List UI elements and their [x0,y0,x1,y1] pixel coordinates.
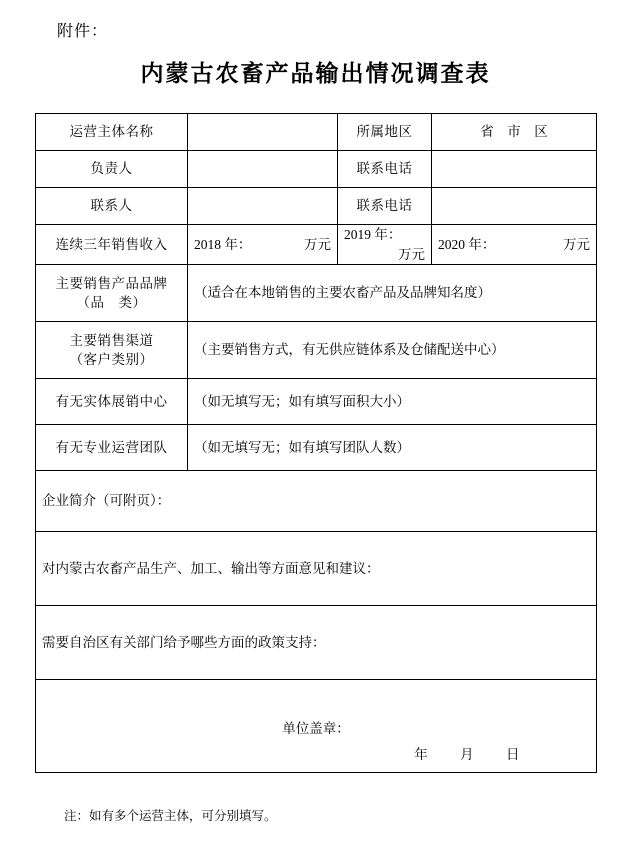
field-exhibition-center[interactable]: （如无填写无；如有填写面积大小） [188,379,597,425]
revenue-2020-unit: 万元 [563,236,590,252]
table-row [36,532,597,606]
label-sales-channels [36,322,188,379]
field-entity-name[interactable] [188,114,338,151]
table-row [36,322,597,379]
field-revenue-2020[interactable] [432,225,597,265]
revenue-2020-label: 2020 年： [438,236,496,252]
revenue-2019-label: 2019 年： [344,227,402,242]
field-contact-phone[interactable] [432,188,597,225]
label-sales-channels-line2: （客户类别） [69,352,154,368]
label-contact: 联系人 [36,188,188,225]
label-main-brands-line1: 主要销售产品品牌 [55,275,168,291]
table-row [36,265,597,322]
revenue-2018-unit: 万元 [304,236,331,252]
form-note: 注：如有多个运营主体，可分别填写。 [64,809,277,823]
table-row [36,471,597,532]
field-principal[interactable] [188,151,338,188]
survey-form-table [35,113,597,773]
field-operation-team[interactable]: （如无填写无；如有填写团队人数） [188,425,597,471]
revenue-2019-unit: 万元 [398,246,425,262]
label-exhibition-center: 有无实体展销中心 [36,379,188,425]
label-three-year-revenue: 连续三年销售收入 [36,225,188,265]
table-row [36,151,597,188]
date-line [400,745,534,765]
attachment-label: 附件： [57,23,109,40]
field-policy-support[interactable]: 需要自治区有关部门给予哪些方面的政策支持： [36,606,597,680]
field-revenue-2019[interactable] [338,225,432,265]
table-row [36,680,597,773]
label-main-brands [36,265,188,322]
field-contact[interactable] [188,188,338,225]
field-revenue-2018[interactable] [188,225,338,265]
seal-area[interactable] [36,680,597,773]
date-day-label: 日 [506,746,520,762]
field-region[interactable]: 省 市 区 [432,114,597,151]
field-principal-phone[interactable] [432,151,597,188]
label-main-brands-line2: （品 类） [76,295,147,311]
table-row [36,425,597,471]
field-main-brands[interactable]: （适合在本地销售的主要农畜产品及品牌知名度） [188,265,597,322]
table-row [36,114,597,151]
field-company-intro[interactable]: 企业简介（可附页）： [36,471,597,532]
date-year-label: 年 [414,746,429,762]
date-month-label: 月 [460,746,475,762]
table-row [36,225,597,265]
label-operation-team: 有无专业运营团队 [36,425,188,471]
label-sales-channels-line1: 主要销售渠道 [69,332,154,348]
table-row [36,379,597,425]
table-row [36,606,597,680]
field-sales-channels[interactable]: （主要销售方式，有无供应链体系及仓储配送中心） [188,322,597,379]
revenue-2018-label: 2018 年： [194,236,252,252]
page-title: 内蒙古农畜产品输出情况调查表 [140,61,491,86]
label-contact-phone: 联系电话 [338,188,432,225]
label-entity-name: 运营主体名称 [36,114,188,151]
label-principal-phone: 联系电话 [338,151,432,188]
label-principal: 负责人 [36,151,188,188]
seal-label: 单位盖章： [282,721,350,737]
field-suggestions[interactable]: 对内蒙古农畜产品生产、加工、输出等方面意见和建议： [36,532,597,606]
table-row [36,188,597,225]
label-region: 所属地区 [338,114,432,151]
